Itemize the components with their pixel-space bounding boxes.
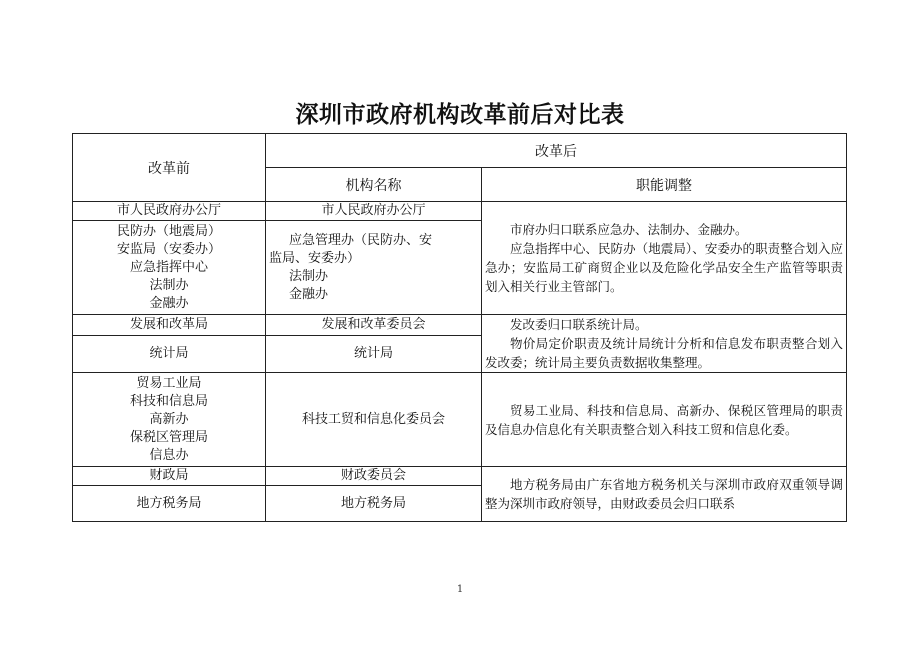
- before-org: 贸易工业局: [136, 375, 202, 391]
- after-cell: [266, 315, 482, 336]
- after-cell: [266, 373, 482, 467]
- before-cell: [73, 467, 266, 486]
- after-org: 法制办: [289, 268, 329, 284]
- table-row: [73, 202, 847, 221]
- after-cell: [266, 467, 482, 486]
- before-org: 应急指挥中心: [129, 259, 208, 275]
- header-row-top: [73, 134, 847, 168]
- header-after: 改革后: [266, 134, 847, 168]
- before-org: 市人民政府办公厅: [116, 203, 221, 218]
- comparison-table: [72, 133, 847, 522]
- after-org: 应急管理办（民防办、安: [289, 232, 433, 248]
- before-org: 民防办（地震局）: [116, 223, 221, 239]
- after-org: 发展和改革委员会: [321, 316, 426, 332]
- function-text: 贸易工业局、科技和信息局、高新办、保税区管理局的职责及信息办信息化有关职责整合划入科技工贸和信息化委。: [485, 402, 843, 437]
- after-org: 金融办: [289, 286, 329, 302]
- before-org: 安监局（安委办）: [116, 241, 221, 257]
- page-title: 深圳市政府机构改革前后对比表: [295, 102, 625, 128]
- before-org: 科技和信息局: [129, 393, 208, 409]
- before-org: 法制办: [149, 277, 189, 293]
- before-org: 发展和改革局: [129, 316, 208, 332]
- before-org: 保税区管理局: [129, 429, 208, 445]
- function-text: 物价局定价职责及统计局统计分析和信息发布职责整合划入发改委；统计局主要负责数据收集整理。: [485, 336, 843, 370]
- before-cell: [73, 315, 266, 336]
- before-org: 地方税务局: [136, 495, 202, 511]
- before-org: 统计局: [149, 345, 189, 361]
- function-text: 应急指挥中心、民防办（地震局）、安委办的职责整合划入应急办；安监局工矿商贸企业以及危险化学品安全生产监管等职责划入相关行业主管部门。: [485, 241, 843, 294]
- function-cell: [482, 373, 847, 467]
- before-cell: [73, 335, 266, 372]
- page-number: 1: [456, 584, 464, 595]
- after-cell: [266, 202, 482, 221]
- before-org: 金融办: [149, 295, 189, 311]
- after-org: 科技工贸和信息化委员会: [301, 411, 445, 427]
- after-org: 地方税务局: [340, 495, 406, 511]
- function-text: 市府办归口联系应急办、法制办、金融办。: [510, 222, 748, 237]
- header-before: 改革前: [73, 134, 266, 202]
- table-row: [73, 467, 847, 486]
- before-cell: [73, 486, 266, 522]
- table-row: [73, 373, 847, 467]
- table-row: [73, 315, 847, 336]
- function-cell: [482, 467, 847, 522]
- after-org: 市人民政府办公厅: [321, 203, 426, 218]
- header-function-adjust: 职能调整: [482, 168, 847, 202]
- before-org: 高新办: [149, 411, 189, 427]
- after-org: 监局、安委办）: [269, 250, 361, 266]
- function-cell: [482, 202, 847, 315]
- after-org: 统计局: [353, 345, 393, 361]
- after-cell: [266, 335, 482, 372]
- function-cell: [482, 315, 847, 373]
- before-org: 财政局: [149, 468, 189, 483]
- before-cell: [73, 221, 266, 315]
- before-cell: [73, 373, 266, 467]
- header-org-name: 机构名称: [266, 168, 482, 202]
- after-cell: [266, 221, 482, 315]
- before-cell: [73, 202, 266, 221]
- before-org: 信息办: [149, 447, 189, 463]
- after-cell: [266, 486, 482, 522]
- function-text: 地方税务局由广东省地方税务机关与深圳市政府双重领导调整为深圳市政府领导，由财政委员会归口联系: [485, 477, 843, 511]
- after-org: 财政委员会: [340, 468, 406, 483]
- function-text: 发改委归口联系统计局。: [510, 317, 648, 332]
